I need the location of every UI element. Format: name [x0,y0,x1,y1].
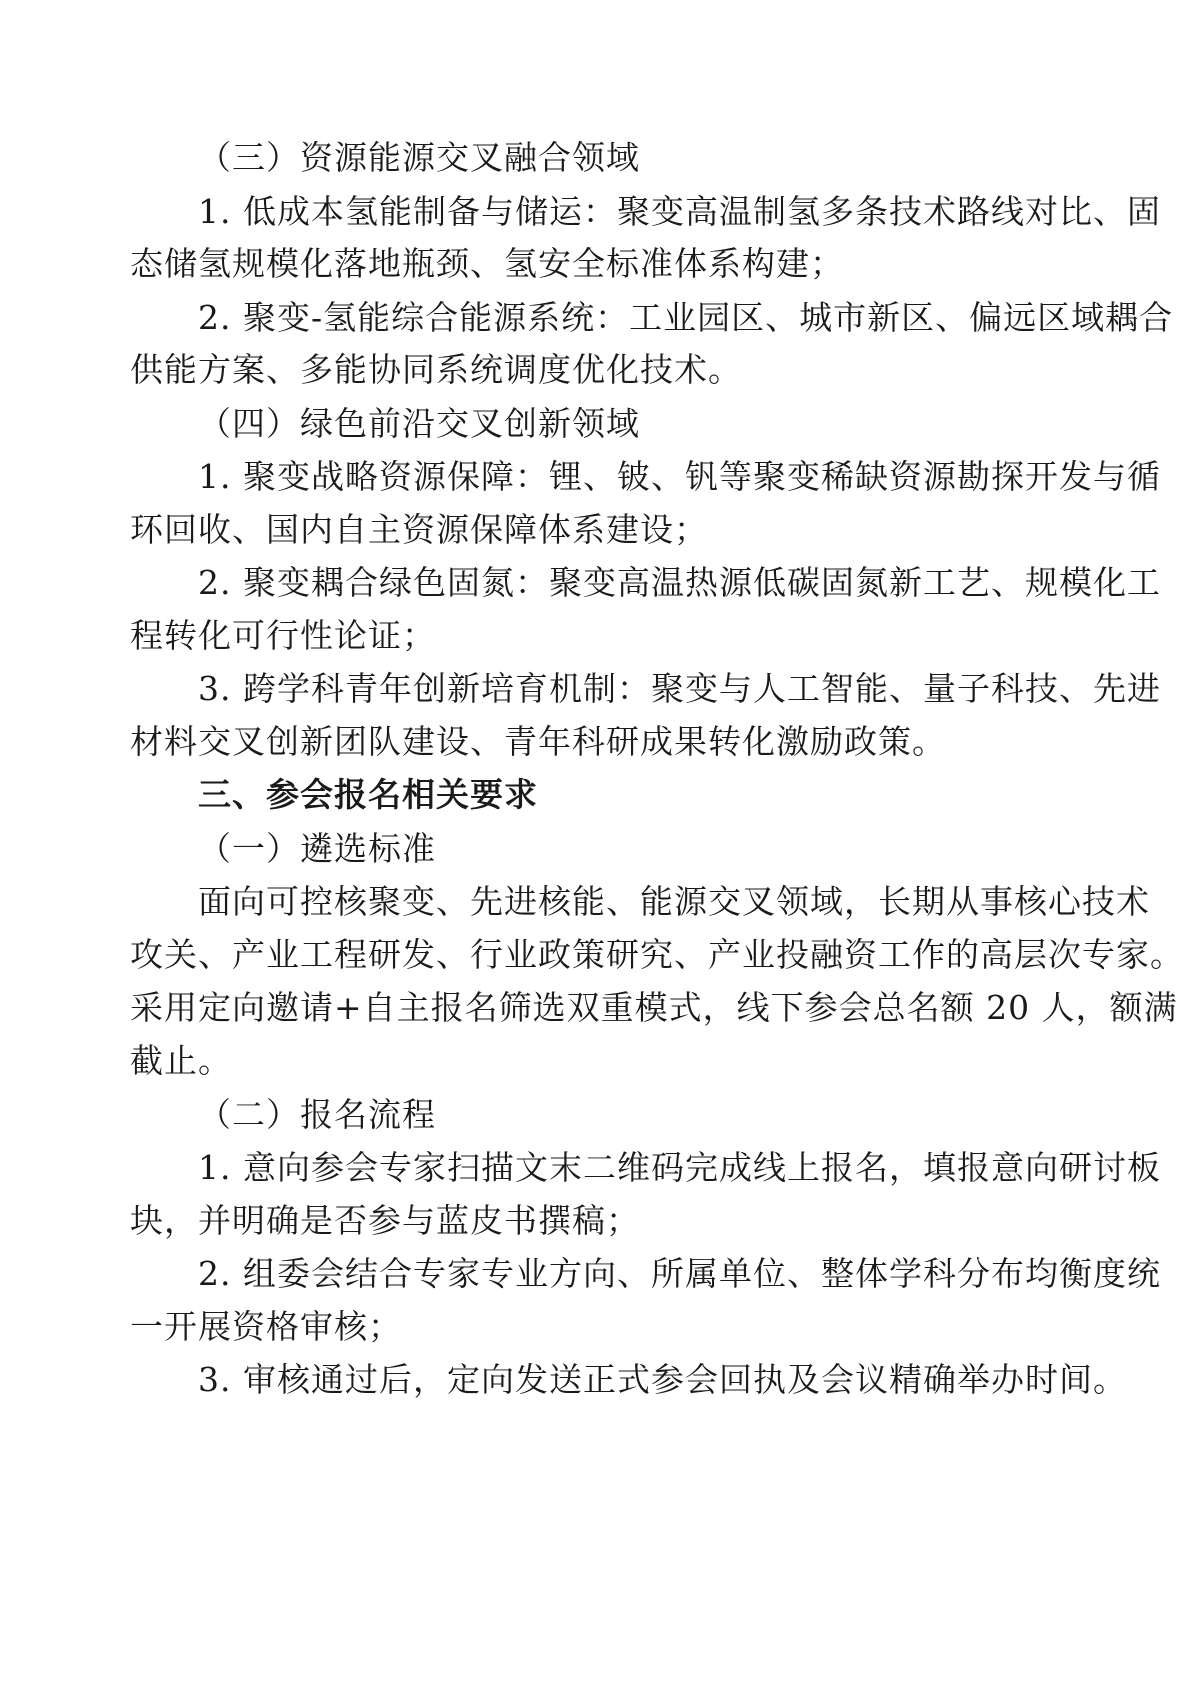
paragraph-line: 程转化可行性论证； [130,616,436,655]
paragraph-line: 3. 审核通过后，定向发送正式参会回执及会议精确举办时间。 [198,1360,1127,1399]
paragraph-line: 采用定向邀请+自主报名筛选双重模式，线下参会总名额 20 人，额满 [130,988,1178,1027]
section-heading-resources: （三）资源能源交叉融合领域 [198,138,640,177]
paragraph-line: 截止。 [130,1041,232,1080]
part-heading-registration: 三、参会报名相关要求 [198,775,538,814]
paragraph-line: 3. 跨学科青年创新培育机制：聚变与人工智能、量子科技、先进 [198,669,1161,708]
subsection-heading-selection: （一）遴选标准 [198,829,436,868]
paragraph-line: 1. 意向参会专家扫描文末二维码完成线上报名，填报意向研讨板 [198,1148,1161,1187]
subsection-heading-process: （二）报名流程 [198,1095,436,1134]
paragraph-line: 一开展资格审核； [130,1307,402,1346]
section-heading-green: （四）绿色前沿交叉创新领域 [198,404,640,443]
paragraph-line: 2. 聚变-氢能综合能源系统：工业园区、城市新区、偏远区域耦合 [198,298,1174,337]
paragraph-line: 2. 聚变耦合绿色固氮：聚变高温热源低碳固氮新工艺、规模化工 [198,563,1161,602]
paragraph-line: 材料交叉创新团队建设、青年科研成果转化激励政策。 [130,722,946,761]
paragraph-line: 供能方案、多能协同系统调度优化技术。 [130,350,742,389]
paragraph-line: 2. 组委会结合专家专业方向、所属单位、整体学科分布均衡度统 [198,1254,1161,1293]
paragraph-line: 1. 聚变战略资源保障：锂、铍、钒等聚变稀缺资源勘探开发与循 [198,457,1161,496]
paragraph-line: 攻关、产业工程研发、行业政策研究、产业投融资工作的高层次专家。 [130,935,1184,974]
paragraph-line: 面向可控核聚变、先进核能、能源交叉领域，长期从事核心技术 [198,882,1150,921]
paragraph-line: 1. 低成本氢能制备与储运：聚变高温制氢多条技术路线对比、固 [198,192,1161,231]
paragraph-line: 态储氢规模化落地瓶颈、氢安全标准体系构建； [130,244,844,283]
paragraph-line: 环回收、国内自主资源保障体系建设； [130,510,708,549]
paragraph-line: 块，并明确是否参与蓝皮书撰稿； [130,1201,640,1240]
